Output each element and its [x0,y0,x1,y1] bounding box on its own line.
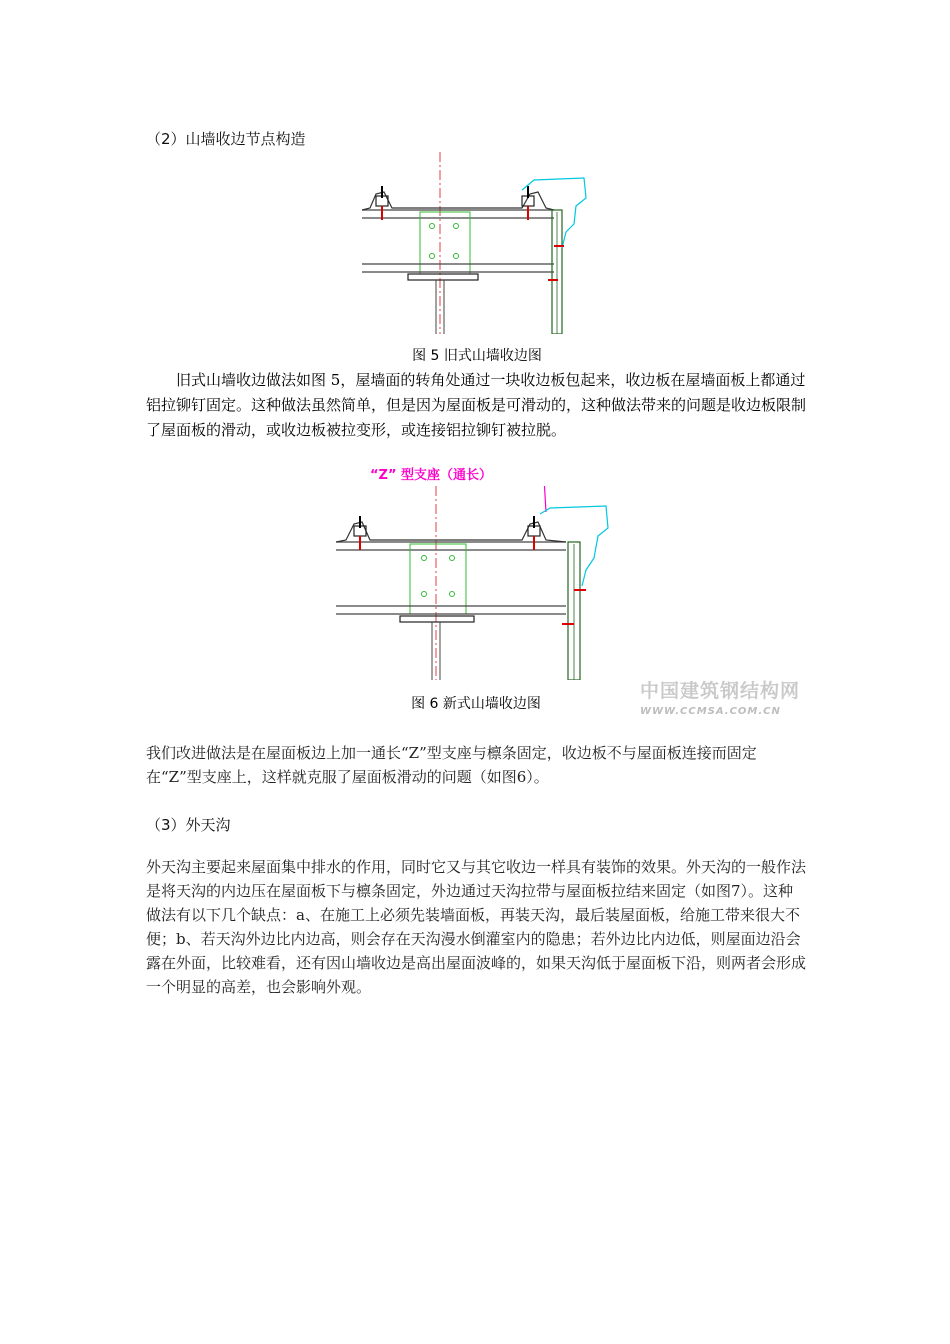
figure5-caption: 图 5 旧式山墙收边图 [412,348,542,364]
paragraph-improved-method: 我们改进做法是在屋面板边上加一通长“Z”型支座与檩条固定，收边板不与屋面板连接而固定在“Z”型支座上，这样就克服了屋面板滑动的问题（如图6）。 [146,744,757,786]
paragraph-old-method: 旧式山墙收边做法如图 5，屋墙面的转角处通过一块收边板包起来，收边板在屋墙面板上都通过铝拉铆钉固定。这种做法虽然简单，但是因为屋面板是可滑动的，这种做法带来的问题是收边板限制了屋面板的滑动，或收边板被拉变形，或连接铝拉铆钉被拉脱。 [146,371,807,439]
paragraph-external-gutter: 外天沟主要起来屋面集中排水的作用，同时它又与其它收边一样具有装饰的效果。外天沟的一般作法是将天沟的内边压在屋面板下与檩条固定，外边通过天沟拉带与屋面板拉结来固定（如图7）。这种做法有以下几个缺点：a、在施工上必须先装墙面板，再装天沟，最后装屋面板，给施工带来很大不便；b、若天沟外边比内边高，则会存在天沟漫水倒灌室内的隐患；若外边比内边低，则屋面边沿会露在外面，比较难看，还有因山墙收边是高出屋面波峰的，如果天沟低于屋面板下沿，则两者会形成一个明显的高差，也会影响外观。 [146,858,807,996]
watermark-site-name: 中国建筑钢结构网 [640,680,801,702]
figure5-drawing [362,152,594,334]
section-heading-gable-edge: （2）山墙收边节点构造 [146,130,306,148]
figure6-support-label: “Z” 型支座（通长） [370,468,493,483]
figure6-caption: 图 6 新式山墙收边图 [411,696,541,712]
section-heading-external-gutter: （3）外天沟 [146,816,231,834]
figure6-drawing [336,486,616,680]
watermark-site-url: WWW.CCMSA.COM.CN [640,706,781,717]
